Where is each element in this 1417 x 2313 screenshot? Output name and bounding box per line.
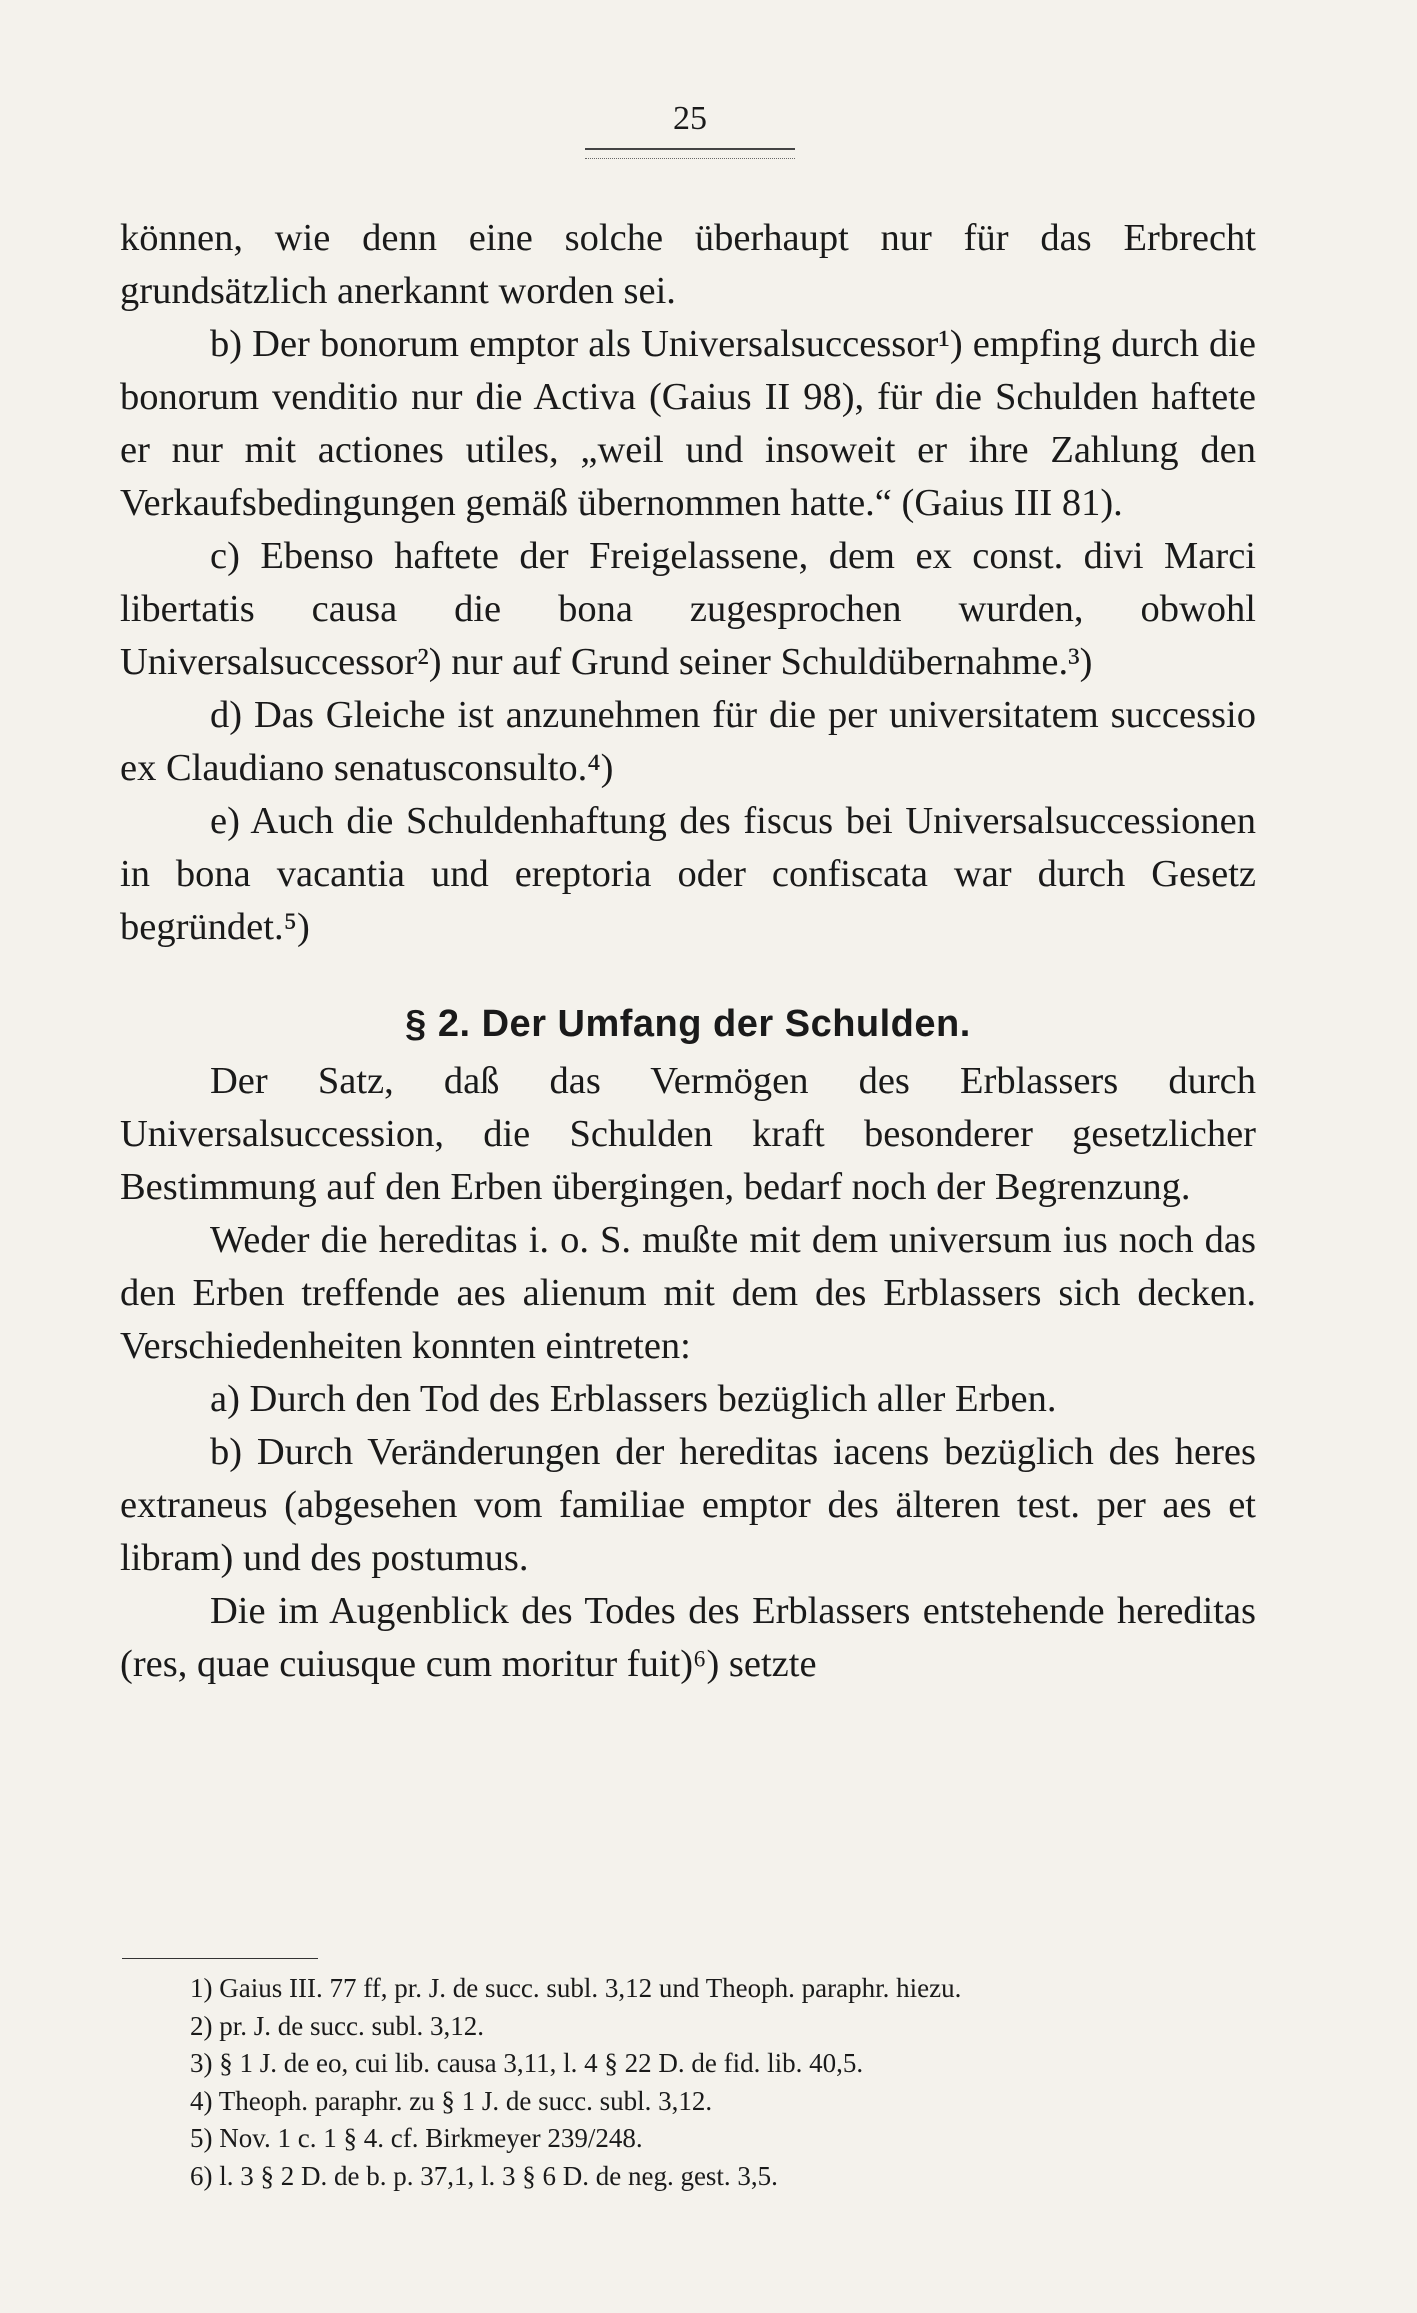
paragraph: Weder die hereditas i. o. S. mußte mit dem universum ius noch das den Erben treffende aes alienum mit dem des Erblassers sich decken. Verschiedenheiten konnten eintreten: xyxy=(120,1219,1256,1367)
paragraph: Der Satz, daß das Vermögen des Erblassers durch Universalsuccession, die Schulden kraft besonderer gesetzlicher Bestimmung auf den Erben übergingen, bedarf noch der Begrenzung. xyxy=(120,1060,1256,1208)
paragraph: d) Das Gleiche ist anzunehmen für die per universitatem successio ex Claudiano senatusconsulto.⁴) xyxy=(120,694,1256,789)
footnotes xyxy=(190,1970,1270,2195)
header-ornament-rule xyxy=(585,148,795,159)
footnote-separator xyxy=(122,1958,318,1959)
footnote: 5) Nov. 1 c. 1 § 4. cf. Birkmeyer 239/248. xyxy=(190,2123,643,2153)
section-heading: § 2. Der Umfang der Schulden. xyxy=(405,1003,971,1045)
paragraph: Die im Augenblick des Todes des Erblassers entstehende hereditas (res, quae cuiusque cum moritur fuit)⁶) setzte xyxy=(120,1590,1256,1685)
main-text xyxy=(120,212,1256,1691)
footnote: 6) l. 3 § 2 D. de b. p. 37,1, l. 3 § 6 D. de neg. gest. 3,5. xyxy=(190,2160,778,2191)
page-number: 25 xyxy=(673,100,707,137)
footnote: 1) Gaius III. 77 ff, pr. J. de succ. subl. 3,12 und Theoph. paraphr. hiezu. xyxy=(190,1973,962,2003)
footnote: 3) § 1 J. de eo, cui lib. causa 3,11, l. 4 § 22 D. de fid. lib. 40,5. xyxy=(190,2048,864,2078)
paragraph: b) Der bonorum emptor als Universalsuccessor¹) empfing durch die bonorum venditio nur die Activa (Gaius II 98), für die Schulden haftete er nur mit actiones utiles, „weil und insoweit er ihre Zahlung den Verkaufsbedingungen gemäß übernommen hatte.“ (Gaius III 81). xyxy=(120,323,1256,524)
paragraph: c) Ebenso haftete der Freigelassene, dem ex const. divi Marci libertatis causa die bona zugesprochen wurden, obwohl Universalsuccessor²) nur auf Grund seiner Schuldübernahme.³) xyxy=(120,535,1256,683)
paragraph: b) Durch Veränderungen der hereditas iacens bezüglich des heres extraneus (abgesehen vom familiae emptor des älteren test. per aes et libram) und des postumus. xyxy=(120,1431,1256,1579)
paragraph: e) Auch die Schuldenhaftung des fiscus bei Universalsuccessionen in bona vacantia und ereptoria oder confiscata war durch Gesetz begründet.⁵) xyxy=(120,800,1256,948)
paragraph: können, wie denn eine solche überhaupt nur für das Erbrecht grundsätzlich anerkannt worden sei. xyxy=(120,217,1256,312)
paragraph: a) Durch den Tod des Erblassers bezüglich aller Erben. xyxy=(210,1378,1057,1420)
footnote: 2) pr. J. de succ. subl. 3,12. xyxy=(190,2010,484,2041)
footnote: 4) Theoph. paraphr. zu § 1 J. de succ. subl. 3,12. xyxy=(190,2085,713,2116)
